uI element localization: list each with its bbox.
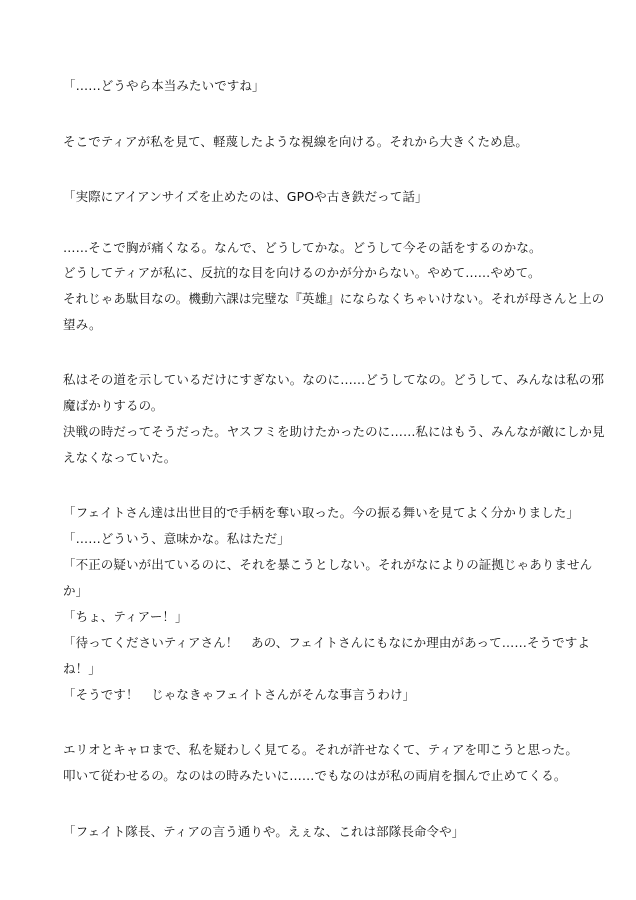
text-line: 「不正の疑いが出ているのに、それを暴こうとしない。それがなによりの証拠じゃありません: [63, 557, 593, 572]
text-line: 望み。: [63, 317, 102, 332]
text-line: 私はその道を示しているだけにすぎない。なのに……どうしてなの。どうして、みんなは私の邪: [63, 372, 605, 387]
text-line: えなくなっていた。: [63, 450, 177, 465]
text-line: ね！」: [63, 661, 101, 676]
text-line: 「……どうやら本当みたいですね」: [63, 78, 265, 93]
text-line: 決戦の時だってそうだった。ヤスフミを助けたかったのに……私にはもう、みんなが敵にしか見: [63, 424, 605, 439]
text-line: エリオとキャロまで、私を疑わしく見てる。それが許せなくて、ティアを叩こうと思った。: [63, 742, 578, 757]
text-line: それじゃあ駄目なの。機動六課は完璧な『英雄』にならなくちゃいけない。それが母さんと上の: [63, 291, 605, 306]
text-line: そこでティアが私を見て、軽蔑したような視線を向ける。それから大きくため息。: [63, 134, 528, 149]
text-line: どうしてティアが私に、反抗的な目を向けるのかが分からない。やめて……やめて。: [63, 265, 541, 280]
text-line: 「フェイト隊長、ティアの言う通りや。えぇな、これは部隊長命令や」: [63, 824, 465, 839]
text-line: 「そうです！ じゃなきゃフェイトさんがそんな事言うわけ」: [63, 687, 416, 702]
text-line: 「待ってくださいティアさん！ あの、フェイトさんにもなにか理由があって……そうですよ: [63, 635, 590, 650]
text-line: 叩いて従わせるの。なのはの時みたいに……でもなのはが私の両肩を掴んで止めてくる。: [63, 768, 567, 783]
text-line: 魔ばかりするの。: [63, 398, 164, 413]
text-line: 「フェイトさん達は出世目的で手柄を奪い取った。今の振る舞いを見てよく分かりました」: [63, 505, 579, 520]
text-line: 「ちょ、ティアー！」: [63, 609, 188, 624]
text-line: 「実際にアイアンサイズを止めたのは、GPOや古き鉄だって話」: [63, 189, 428, 204]
text-line: 「……どういう、意味かな。私はただ」: [63, 531, 290, 546]
text-line: ……そこで胸が痛くなる。なんで、どうしてかな。どうして今その話をするのかな。: [63, 240, 542, 255]
text-line: か」: [63, 583, 89, 598]
